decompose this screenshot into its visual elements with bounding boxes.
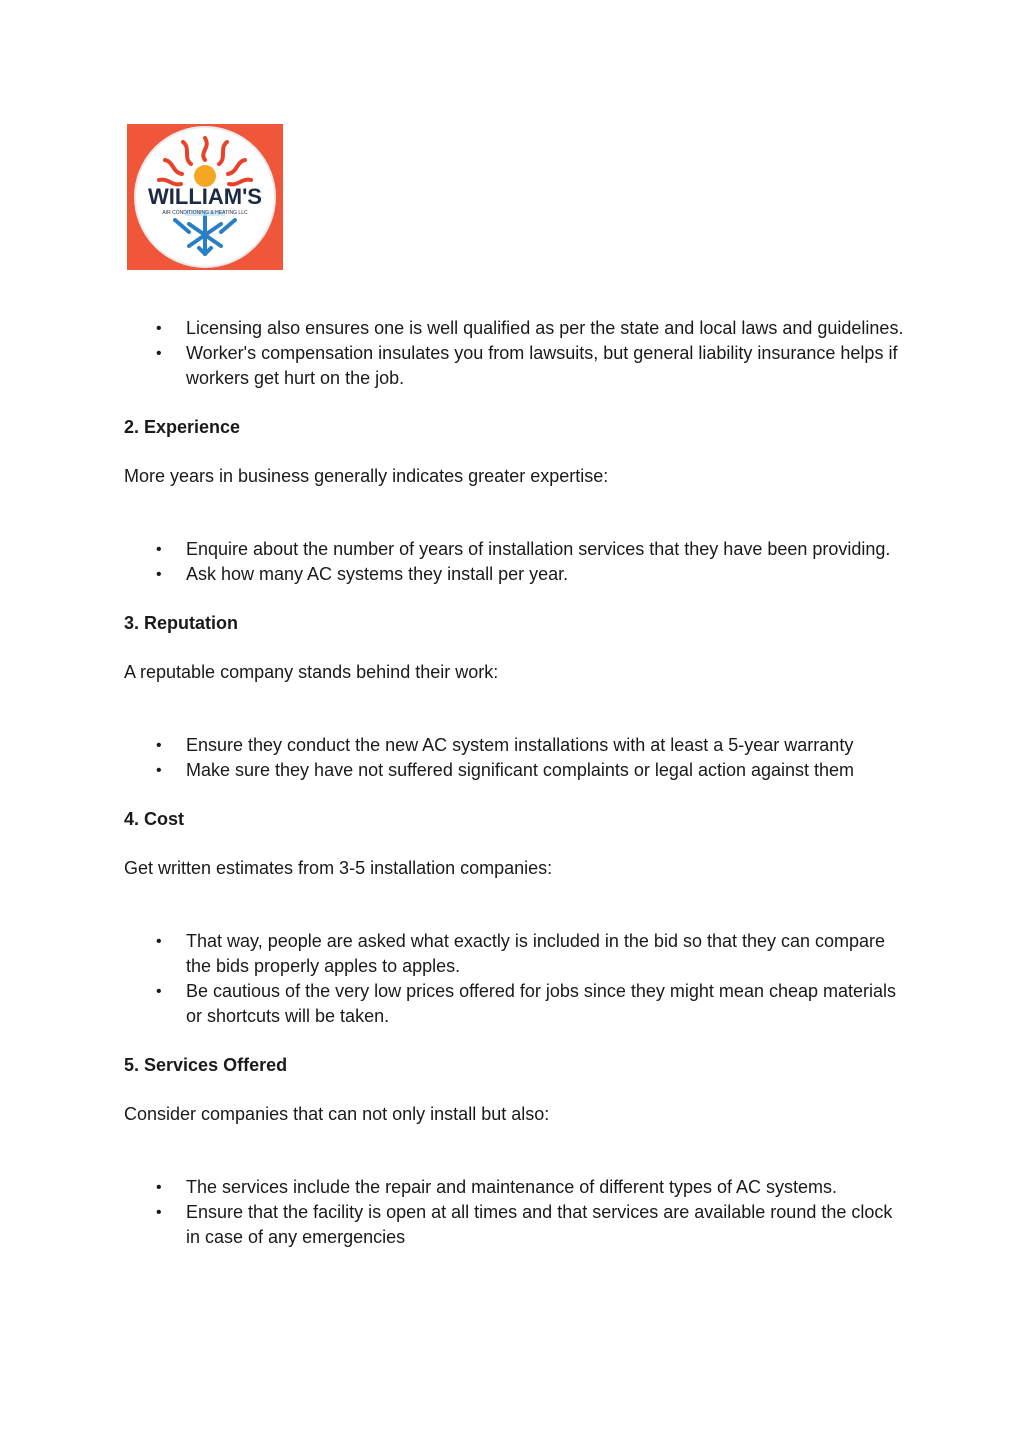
section-reputation xyxy=(124,611,904,783)
list-item: • Enquire about the number of years of installation services that they have been providing. xyxy=(124,537,904,562)
section-cost xyxy=(124,807,904,1029)
section-intro: More years in business generally indicates greater expertise: xyxy=(124,466,609,486)
section-experience xyxy=(124,415,904,587)
section-services-offered xyxy=(124,1053,904,1250)
section-heading: 2. Experience xyxy=(124,417,241,437)
section-intro: A reputable company stands behind their work: xyxy=(124,662,499,682)
list-item: • Licensing also ensures one is well qualified as per the state and local laws and guidelines. xyxy=(124,316,904,341)
list-item: • Ensure they conduct the new AC system installations with at least a 5-year warranty xyxy=(124,733,904,758)
list-item: • That way, people are asked what exactly is included in the bid so that they can compare the bids properly apples to apples. xyxy=(124,929,904,979)
list-item: • Make sure they have not suffered significant complaints or legal action against them xyxy=(124,758,904,783)
list-item: • Ask how many AC systems they install per year. xyxy=(124,562,904,587)
section-intro: Consider companies that can not only install but also: xyxy=(124,1104,550,1124)
section-heading: 4. Cost xyxy=(124,809,185,829)
section-intro: Get written estimates from 3-5 installation companies: xyxy=(124,858,553,878)
intro-bullet-list xyxy=(124,316,904,391)
document-content xyxy=(124,316,904,1250)
section-bullet-list xyxy=(124,733,904,783)
section-bullet-list xyxy=(124,537,904,587)
company-logo xyxy=(127,124,283,270)
section-heading: 5. Services Offered xyxy=(124,1055,288,1075)
logo-brand-text: WILLIAM'S xyxy=(148,184,262,209)
list-item: • Be cautious of the very low prices offered for jobs since they might mean cheap materials or shortcuts will be taken. xyxy=(124,979,904,1029)
list-item: • The services include the repair and maintenance of different types of AC systems. xyxy=(124,1175,904,1200)
logo-graphic xyxy=(127,124,283,270)
section-bullet-list xyxy=(124,929,904,1029)
list-item: • Ensure that the facility is open at all times and that services are available round the clock in case of any emergencies xyxy=(124,1200,904,1250)
list-item: • Worker's compensation insulates you from lawsuits, but general liability insurance helps if workers get hurt on the job. xyxy=(124,341,904,391)
logo-tagline-text: AIR CONDITIONING & HEATING LLC xyxy=(162,210,248,216)
section-bullet-list xyxy=(124,1175,904,1250)
section-heading: 3. Reputation xyxy=(124,613,239,633)
